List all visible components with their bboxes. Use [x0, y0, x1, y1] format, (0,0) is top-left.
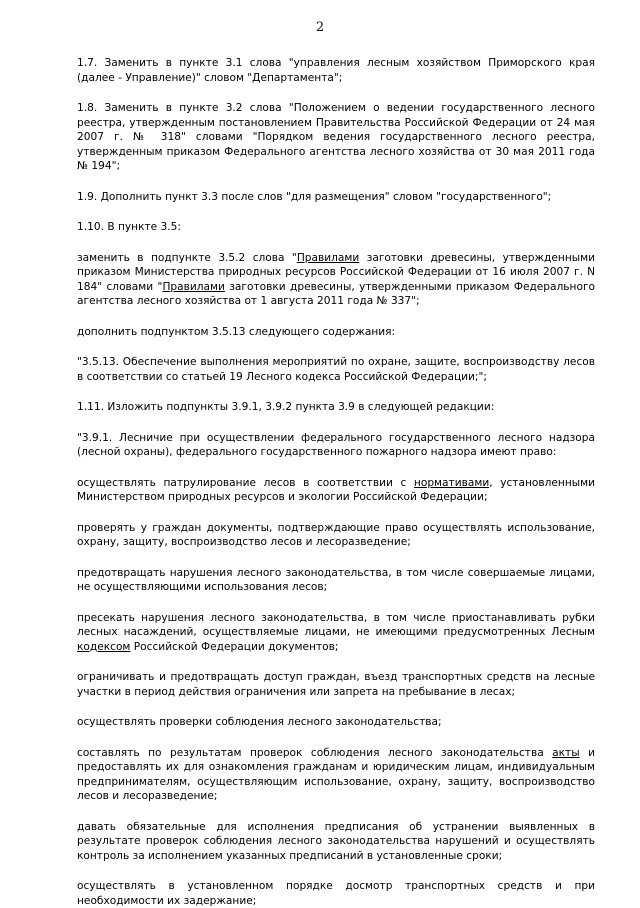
- pravila-link[interactable]: Правилами: [162, 280, 225, 293]
- kodeks-link[interactable]: кодексом: [77, 640, 131, 653]
- paragraph-text: заготовки древесины, утвержденными приказом Федерального агентства лесного хозяйства от 1 августа 2011 года № 337";: [77, 280, 595, 307]
- paragraph-text: осуществлять патрулирование лесов в соответствии с: [77, 476, 414, 489]
- paragraph-suppress-violations: [77, 611, 595, 655]
- paragraph-1-9: 1.9. Дополнить пункт 3.3 после слов "для размещения" словом "государственного";: [77, 190, 552, 203]
- normativy-link[interactable]: нормативами: [413, 476, 490, 489]
- paragraph-text: , установленными Министерством природных ресурсов и экологии Российской Федерации;: [77, 476, 595, 503]
- paragraph-replace-3-5-2: [77, 251, 595, 309]
- paragraph-restrict-access: ограничивать и предотвращать доступ граждан, въезд транспортных средств на лесные участки в период действия ограничения или запрета на пребывание в лесах;: [77, 671, 595, 698]
- paragraph-1-11: 1.11. Изложить подпункты 3.9.1, 3.9.2 пункта 3.9 в следующей редакции:: [77, 401, 495, 413]
- paragraph-text: и предоставлять их для ознакомления гражданам и юридическим лицам, индивидуальным предпринимателям, осуществляющим использование, охрану, защиту, воспроизводство лесов и лесоразведение;: [77, 746, 595, 802]
- paragraph-patrol: [77, 476, 595, 505]
- document-body: [77, 56, 595, 908]
- paragraph-1-7: 1.7. Заменить в пункте 3.1 слова "управления лесным хозяйством Приморского края (далее - Управление)" словом "Департамента";: [77, 57, 595, 84]
- paragraph-vehicle-inspection: осуществлять в установленном порядке досмотр транспортных средств и при необходимости их задержание;: [77, 880, 595, 907]
- paragraph-text: пресекать нарушения лесного законодательства, в том числе приостанавливать рубки лесных насаждений, осуществляемые лицами, не имеющими предусмотренных Лесным: [77, 611, 595, 638]
- paragraph-text: заготовки древесины, утвержденными приказом Министерства природных ресурсов Российской Федерации от 16 июля 2007 г. N 184" словами ": [77, 251, 595, 293]
- page-number: 2: [315, 20, 325, 35]
- pravila-link[interactable]: Правилами: [296, 251, 360, 264]
- akty-link[interactable]: акты: [552, 746, 580, 759]
- paragraph-inspections: осуществлять проверки соблюдения лесного законодательства;: [77, 716, 442, 728]
- paragraph-compile-acts: [77, 746, 595, 804]
- paragraph-prevent-violations: предотвращать нарушения лесного законодательства, в том числе совершаемые лицами, не осуществляющими использования лесов;: [77, 566, 595, 593]
- paragraph-1-8: 1.8. Заменить в пункте 3.2 слова "Положением о ведении государственного лесного реестра, утвержденным постановлением Правительства Российской Федерации от 24 мая 2007 г. № 318" словами "Порядком ведения государственного лесного реестра, утвержденным приказом Федерального агентства лесного хозяйства от 30 мая 2011 года № 194";: [77, 102, 595, 172]
- paragraph-text: составлять по результатам проверок соблюдения лесного законодательства: [77, 746, 553, 759]
- paragraph-1-10: 1.10. В пункте 3.5:: [77, 221, 181, 233]
- paragraph-text: заменить в подпункте 3.5.2 слова ": [77, 251, 297, 264]
- paragraph-check-documents: проверять у граждан документы, подтверждающие право осуществлять использование, охрану, защиту, воспроизводство лесов и лесоразведение;: [77, 521, 595, 548]
- paragraph-add-3-5-13: дополнить подпунктом 3.5.13 следующего содержания:: [77, 325, 396, 338]
- paragraph-3-9-1: "3.9.1. Лесничие при осуществлении федерального государственного лесного надзора (лесной охраны), федерального государственного пожарного надзора имеют право:: [77, 431, 595, 458]
- paragraph-3-5-13: "3.5.13. Обеспечение выполнения мероприятий по охране, защите, воспроизводству лесов в соответствии со статьей 19 Лесного кодекса Российской Федерации;";: [77, 356, 595, 383]
- paragraph-text: Российской Федерации документов;: [130, 640, 339, 653]
- paragraph-issue-orders: давать обязательные для исполнения предписания об устранении выявленных в результате проверок соблюдения лесного законодательства нарушений и осуществлять контроль за исполнением указанных предписаний в установленные сроки;: [77, 820, 595, 862]
